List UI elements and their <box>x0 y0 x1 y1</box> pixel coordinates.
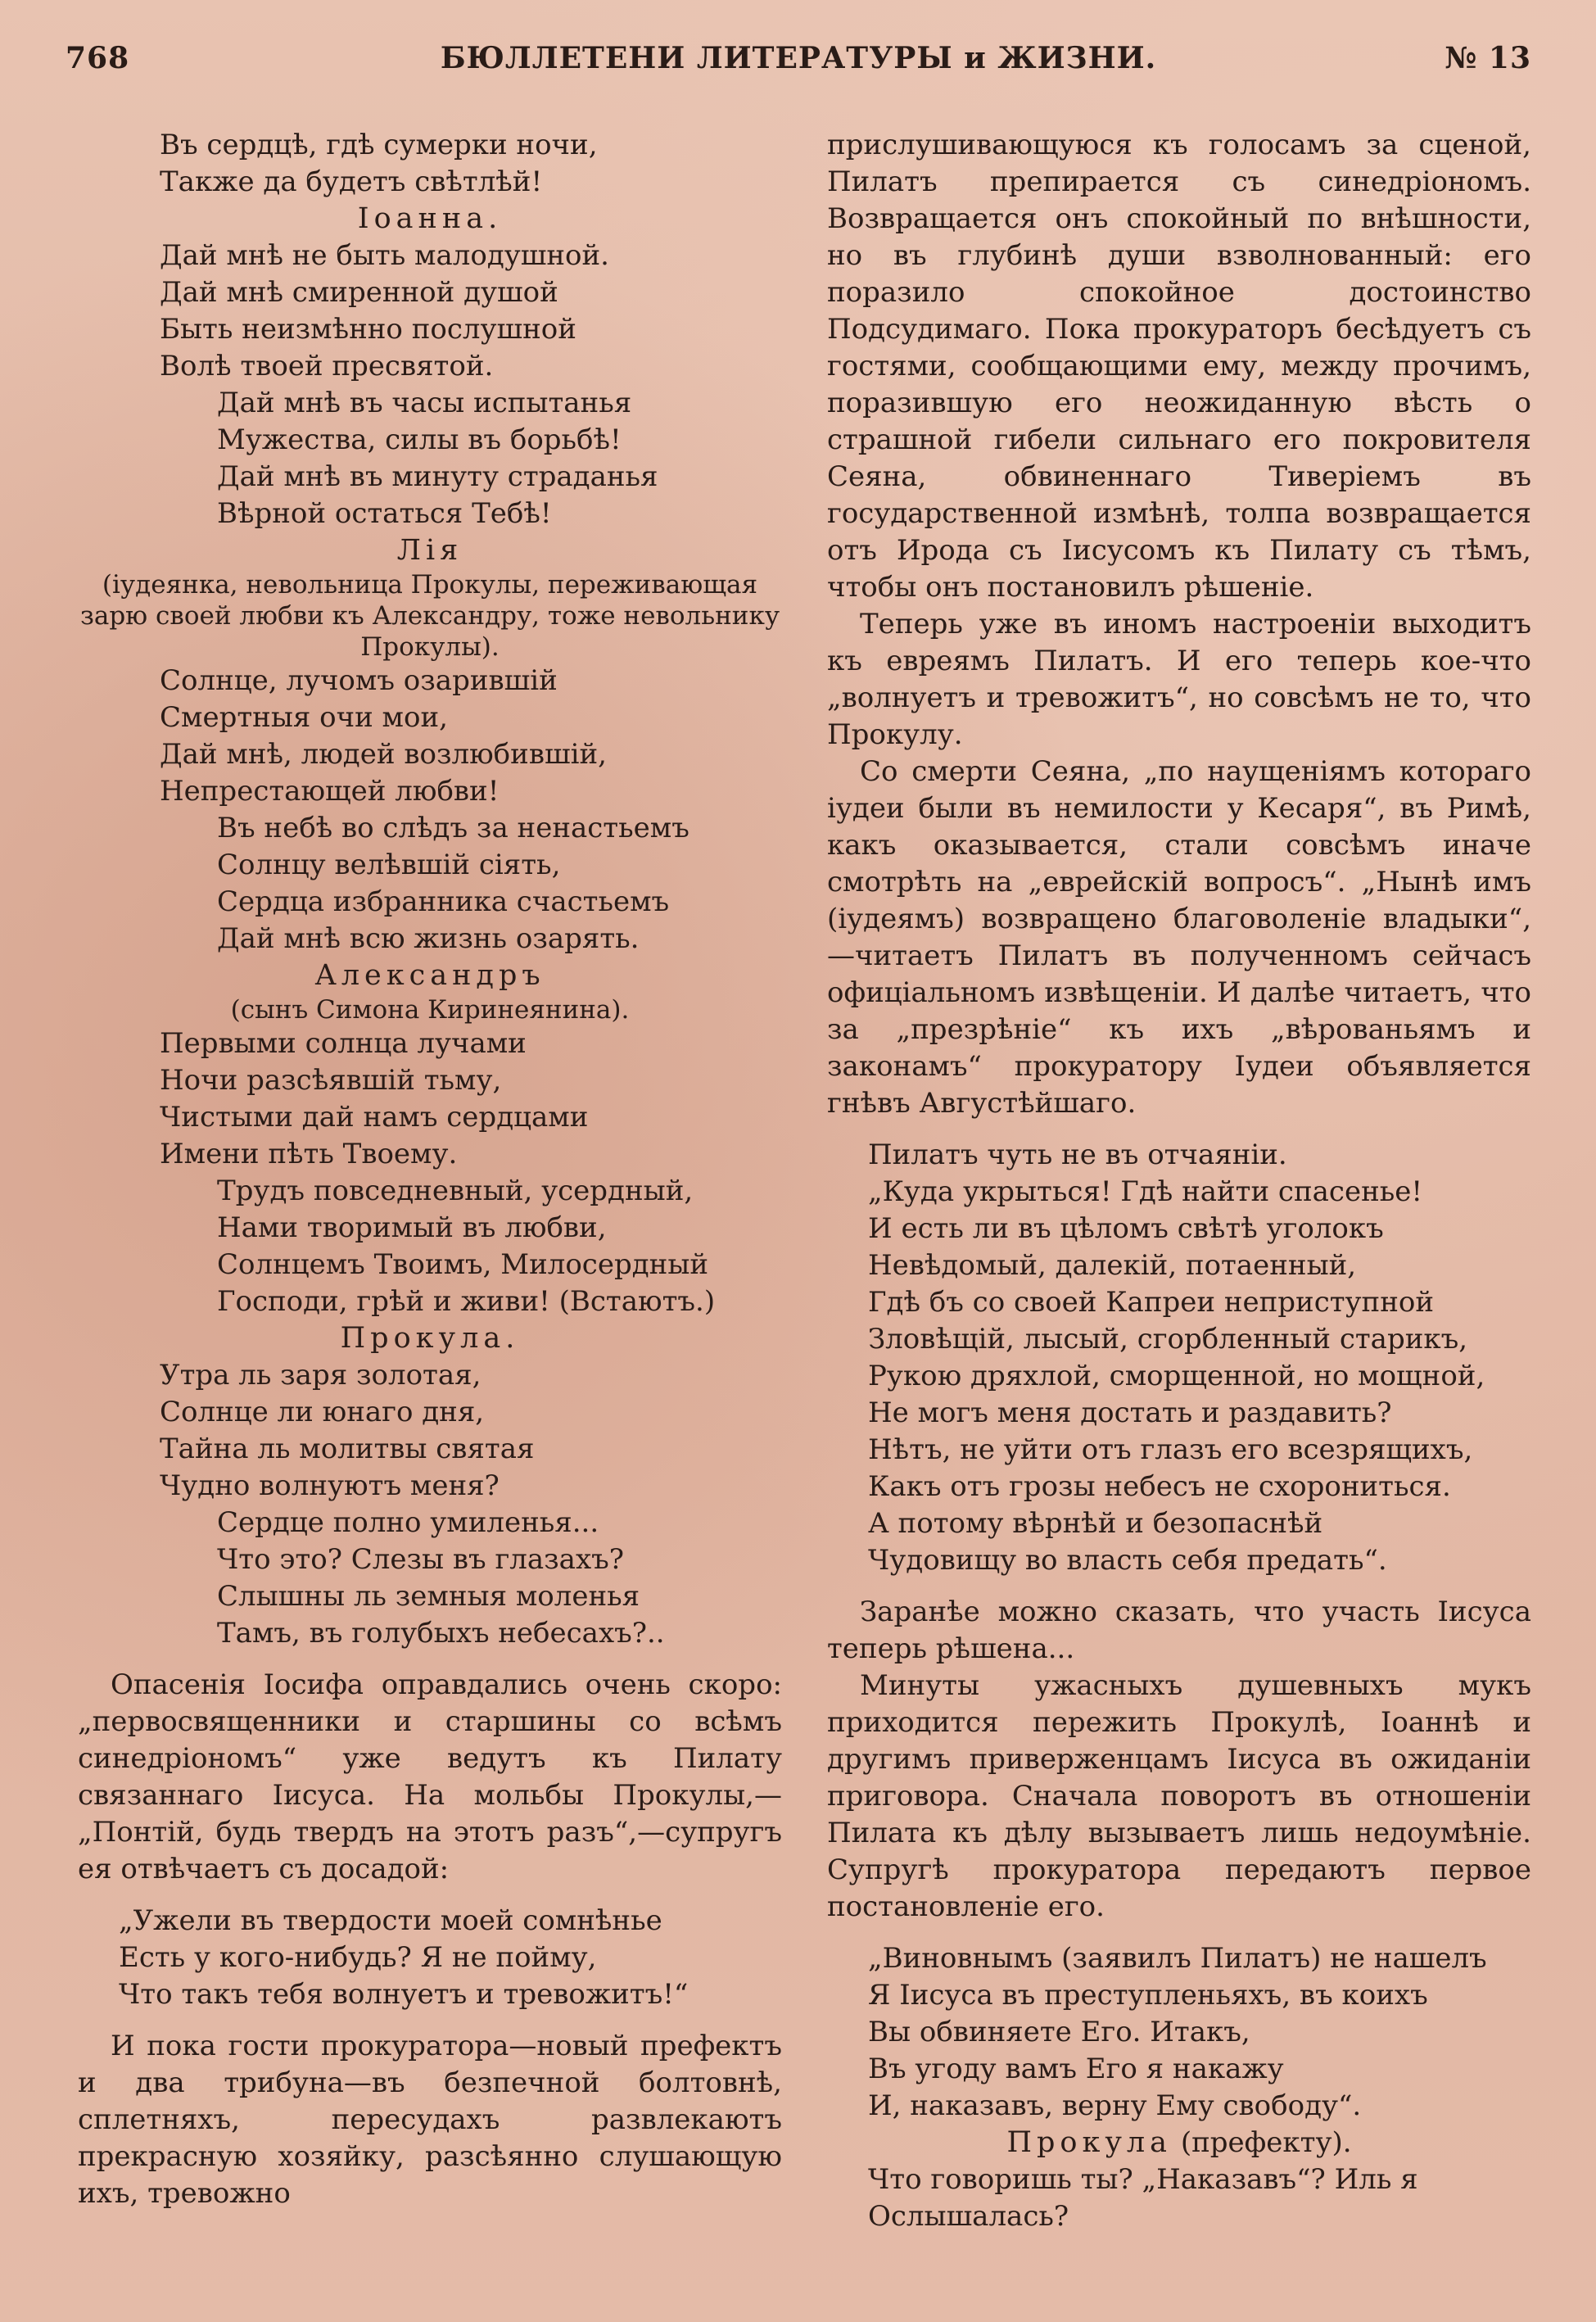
verse-line: Утра ль заря золотая, <box>160 1359 482 1392</box>
quote-line: Не могъ меня достать и раздавить? <box>868 1396 1392 1429</box>
body-paragraph: Теперь уже въ иномъ настроеніи выходитъ къ евреямъ Пилатъ. И его теперь кое-что „волнуетъ и тревожитъ“, но совсѣмъ не то, что Прокулу. <box>827 608 1531 751</box>
verse-line: Также да будетъ свѣтлѣй! <box>160 165 543 198</box>
quote-line: И, наказавъ, верну Ему свободу“. <box>868 2089 1362 2122</box>
body-paragraph: Минуты ужасныхъ душевныхъ мукъ приходится пережить Прокулѣ, Іоаннѣ и другимъ приверженцамъ Іисуса въ ожиданіи приговора. Сначала поворотъ въ отношеніи Пилата къ дѣлу вызываетъ лишь недоумѣніе. Супругѣ прокуратора передаютъ первое постановленіе его. <box>827 1669 1531 1923</box>
quote-line: „Виновнымъ (заявилъ Пилатъ) не нашелъ <box>868 1942 1487 1975</box>
spacer <box>78 2013 782 2028</box>
verse-line: Трудъ повседневный, усердный, <box>217 1175 694 1207</box>
verse-line: Дай мнѣ не быть малодушной. <box>160 239 609 272</box>
verse-line: Ночи разсѣявшій тьму, <box>160 1064 502 1097</box>
issue-number: № 13 <box>1445 41 1531 75</box>
stage-direction: (префекту). <box>1180 2126 1352 2159</box>
body-paragraph: Опасенія Іосифа оправдались очень скоро: „первосвященники и старшины со всѣмъ синедріономъ“ уже ведутъ къ Пилату связаннаго Іисуса. На мольбы Прокулы,—„Понтій, будь твердъ на этотъ разъ“,—супругъ ея отвѣчаетъ съ досадой: <box>78 1668 782 1885</box>
quote-line: „Куда укрыться! Гдѣ найти спасенье! <box>868 1175 1423 1208</box>
quote-line: Ослышалась? <box>868 2200 1069 2233</box>
quote-line: „Ужели въ твердости моей сомнѣнье <box>119 1904 662 1937</box>
running-head <box>66 41 1531 90</box>
speaker-liya: Лія <box>396 534 463 567</box>
verse-line: Тайна ль молитвы святая <box>160 1433 535 1465</box>
body-paragraph: И пока гости прокуратора—новый префектъ и два трибуна—въ безпечной болтовнѣ, сплетняхъ, пересудахъ развлекаютъ прекрасную хозяйку, разсѣянно слушающую ихъ, тревожно <box>78 2030 782 2210</box>
verse-line: Нами творимый въ любви, <box>217 1211 607 1244</box>
speaker-prokula: Прокула <box>1006 2126 1173 2159</box>
journal-title: БЮЛЛЕТЕНИ ЛИТЕРАТУРЫ и ЖИЗНИ. <box>440 41 1157 75</box>
verse-line: Что это? Слезы въ глазахъ? <box>217 1543 624 1576</box>
verse-line: Мужества, силы въ борьбѣ! <box>217 423 622 456</box>
verse-line: Солнце, лучомъ озарившій <box>160 664 558 697</box>
verse-line: Въ небѣ во слѣдъ за ненастьемъ <box>217 812 689 844</box>
quote-line: Невѣдомый, далекій, потаенный, <box>868 1249 1357 1282</box>
verse-line: Первыми солнца лучами <box>160 1027 527 1060</box>
verse-line: Солнцу велѣвшій сіять, <box>217 849 561 881</box>
quote-line: И есть ли въ цѣломъ свѣтѣ уголокъ <box>868 1212 1384 1245</box>
stage-direction: (сынъ Симона Киринеянина). <box>230 995 630 1025</box>
speaker-prokula: Прокула. <box>340 1322 520 1355</box>
body-paragraph: прислушивающуюся къ голосамъ за сценой, Пилатъ препирается съ синедріономъ. Возвращается онъ спокойный по внѣшности, но въ глубинѣ души взволнованный: его поразило спокойное достоинство Подсудимаго. Пока прокураторъ бесѣдуетъ съ гостями, сообщающими ему, между прочимъ, поразившую его неожиданную вѣсть о страшной гибели сильнаго его покровителя Сеяна, обвиненнаго Тиверіемъ въ государственной измѣнѣ, толпа возвращается отъ Ирода съ Іисусомъ къ Пилату съ тѣмъ, чтобы онъ постановилъ рѣшеніе. <box>827 129 1531 604</box>
spacer <box>78 1888 782 1903</box>
verse-line: Въ сердцѣ, гдѣ сумерки ночи, <box>160 129 598 161</box>
verse-line: Вѣрной остаться Тебѣ! <box>217 497 552 530</box>
verse-line: Слышны ль земныя моленья <box>217 1580 640 1613</box>
verse-line: Солнцемъ Твоимъ, Милосердный <box>217 1248 709 1281</box>
spacer <box>78 1652 782 1667</box>
speaker-line <box>827 2125 1531 2161</box>
verse-line: Сердца избранника счастьемъ <box>217 885 670 918</box>
page-number: 768 <box>66 41 130 75</box>
verse-line: Чистыми дай намъ сердцами <box>160 1101 589 1134</box>
verse-line: Дай мнѣ смиренной душой <box>160 276 558 309</box>
verse-line: Дай мнѣ всю жизнь озарять. <box>217 922 640 955</box>
verse-line: Чудно волнуютъ меня? <box>160 1469 500 1502</box>
quote-line: Гдѣ бъ со своей Капреи неприступной <box>868 1286 1435 1319</box>
verse-line: Имени пѣть Твоему. <box>160 1138 458 1170</box>
body-paragraph: Заранѣе можно сказать, что участь Іисуса теперь рѣшена... <box>827 1596 1531 1665</box>
body-paragraph: Со смерти Сеяна, „по наущеніямъ котораго іудеи были въ немилости у Кесаря“, въ Римѣ, какъ оказывается, стали совсѣмъ иначе смотрѣть на „еврейскій вопросъ“. „Нынѣ имъ (іудеямъ) возвращено благоволеніе владыки“,—читаетъ Пилатъ въ полученномъ сейчасъ офиціальномъ извѣщеніи. И далѣе читаетъ, что за „презрѣніе“ къ ихъ „вѣрованьямъ и законамъ“ прокуратору Іудеи объявляется гнѣвъ Августѣйшаго. <box>827 755 1531 1120</box>
quote-line: Что такъ тебя волнуетъ и тревожитъ!“ <box>119 1978 689 2011</box>
quote-line: Какъ отъ грозы небесъ не схорониться. <box>868 1470 1451 1503</box>
quote-line: Вы обвиняете Его. Итакъ, <box>868 2016 1250 2048</box>
quote-line: Я Іисуса въ преступленьяхъ, въ коихъ <box>868 1979 1428 2012</box>
left-column <box>78 127 782 2212</box>
spacer <box>827 1579 1531 1594</box>
quote-line: Зловѣщій, лысый, сгорбленный старикъ, <box>868 1323 1468 1356</box>
right-column <box>827 127 1531 2235</box>
quote-line: Что говоришь ты? „Наказавъ“? Иль я <box>868 2163 1418 2196</box>
verse-line: Сердце полно умиленья... <box>217 1506 599 1539</box>
verse-line: Волѣ твоей пресвятой. <box>160 350 494 382</box>
quote-line: Въ угоду вамъ Его я накажу <box>868 2053 1284 2085</box>
quote-line: А потому вѣрнѣй и безопаснѣй <box>868 1507 1323 1540</box>
speaker-ioanna: Іоанна. <box>357 202 503 235</box>
quote-line: Пилатъ чуть не въ отчаяніи. <box>868 1138 1287 1171</box>
verse-line: Солнце ли юнаго дня, <box>160 1396 485 1428</box>
verse-line: Господи, грѣй и живи! (Встаютъ.) <box>217 1285 716 1318</box>
verse-line: Непрестающей любви! <box>160 775 500 808</box>
verse-line: Быть неизмѣнно послушной <box>160 313 576 346</box>
quote-line: Нѣтъ, не уйти отъ глазъ его всезрящихъ, <box>868 1433 1473 1466</box>
verse-line: Тамъ, въ голубыхъ небесахъ?.. <box>217 1617 665 1650</box>
quote-line: Рукою дряхлой, сморщенной, но мощной, <box>868 1360 1485 1392</box>
spacer <box>827 1926 1531 1940</box>
quote-line: Чудовищу во власть себя предать“. <box>868 1544 1387 1577</box>
speaker-aleksandr: Александръ <box>314 959 545 992</box>
quote-line: Есть у кого-нибудь? Я не пойму, <box>119 1941 597 1974</box>
verse-line: Дай мнѣ въ часы испытанья <box>217 387 632 419</box>
verse-line: Смертныя очи мои, <box>160 701 448 734</box>
verse-line: Дай мнѣ, людей возлюбившій, <box>160 738 607 771</box>
spacer <box>827 1122 1531 1137</box>
stage-direction: (іудеянка, невольница Прокулы, переживающая зарю своей любви къ Александру, тоже невольнику Прокулы). <box>79 570 780 662</box>
verse-line: Дай мнѣ въ минуту страданья <box>217 460 658 493</box>
